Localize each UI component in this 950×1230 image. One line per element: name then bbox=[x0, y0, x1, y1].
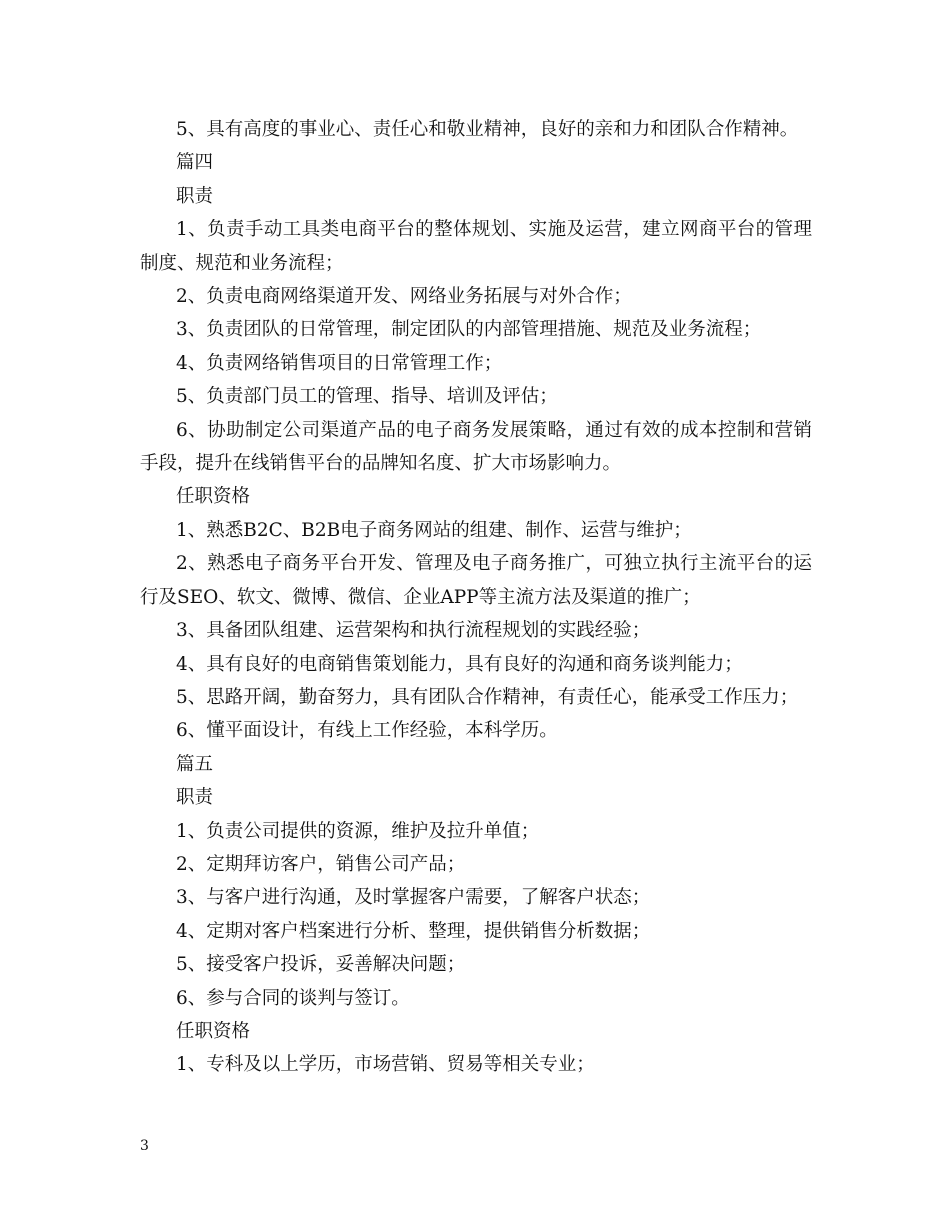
subsection-heading: 任职资格 bbox=[176, 486, 251, 508]
subsection-heading: 职责 bbox=[176, 787, 214, 809]
text-line: 5、思路开阔，勤奋努力，具有团队合作精神，有责任心，能承受工作压力； bbox=[176, 686, 799, 708]
text-line: 2、负责电商网络渠道开发、网络业务拓展与对外合作； bbox=[176, 286, 632, 308]
section-heading: 篇四 bbox=[176, 152, 214, 174]
text-line: 6、参与合同的谈判与签订。 bbox=[176, 987, 410, 1009]
text-line: 4、具有良好的电商销售策划能力，具有良好的沟通和商务谈判能力； bbox=[176, 653, 743, 675]
text-line: 1、负责公司提供的资源，维护及拉升单值； bbox=[176, 820, 540, 842]
page-number: 3 bbox=[140, 1138, 149, 1154]
text-line: 5、负责部门员工的管理、指导、培训及评估； bbox=[176, 386, 558, 408]
subsection-heading: 职责 bbox=[176, 185, 214, 207]
paragraph: 1、负责手动工具类电商平台的整体规划、实施及运营，建立网商平台的管理制度、规范和业务流程； bbox=[140, 219, 812, 274]
text-line: 5、接受客户投诉，妥善解决问题； bbox=[176, 954, 466, 976]
text-line: 4、负责网络销售项目的日常管理工作； bbox=[176, 352, 503, 374]
text-line: 4、定期对客户档案进行分析、整理，提供销售分析数据； bbox=[176, 920, 651, 942]
section-heading: 篇五 bbox=[176, 753, 214, 775]
text-line: 1、专科及以上学历，市场营销、贸易等相关专业； bbox=[176, 1054, 595, 1076]
document-body bbox=[140, 113, 812, 1082]
text-line: 3、具备团队组建、运营架构和执行流程规划的实践经验； bbox=[176, 620, 651, 642]
text-line: 3、与客户进行沟通，及时掌握客户需要，了解客户状态； bbox=[176, 887, 651, 909]
text-line: 2、定期拜访客户，销售公司产品； bbox=[176, 853, 466, 875]
paragraph: 6、协助制定公司渠道产品的电子商务发展策略，通过有效的成本控制和营销手段，提升在线销售平台的品牌知名度、扩大市场影响力。 bbox=[140, 419, 812, 475]
text-line: 3、负责团队的日常管理，制定团队的内部管理措施、规范及业务流程； bbox=[176, 319, 762, 341]
text-line: 5、具有高度的事业心、责任心和敬业精神，良好的亲和力和团队合作精神。 bbox=[176, 119, 799, 140]
text-line: 1、熟悉B2C、B2B电子商务网站的组建、制作、运营与维护； bbox=[176, 519, 692, 541]
text-line: 6、懂平面设计，有线上工作经验，本科学历。 bbox=[176, 720, 558, 742]
paragraph: 2、熟悉电子商务平台开发、管理及电子商务推广，可独立执行主流平台的运行及SEO、软文、微博、微信、企业APP等主流方法及渠道的推广； bbox=[140, 553, 812, 608]
subsection-heading: 任职资格 bbox=[176, 1020, 251, 1042]
